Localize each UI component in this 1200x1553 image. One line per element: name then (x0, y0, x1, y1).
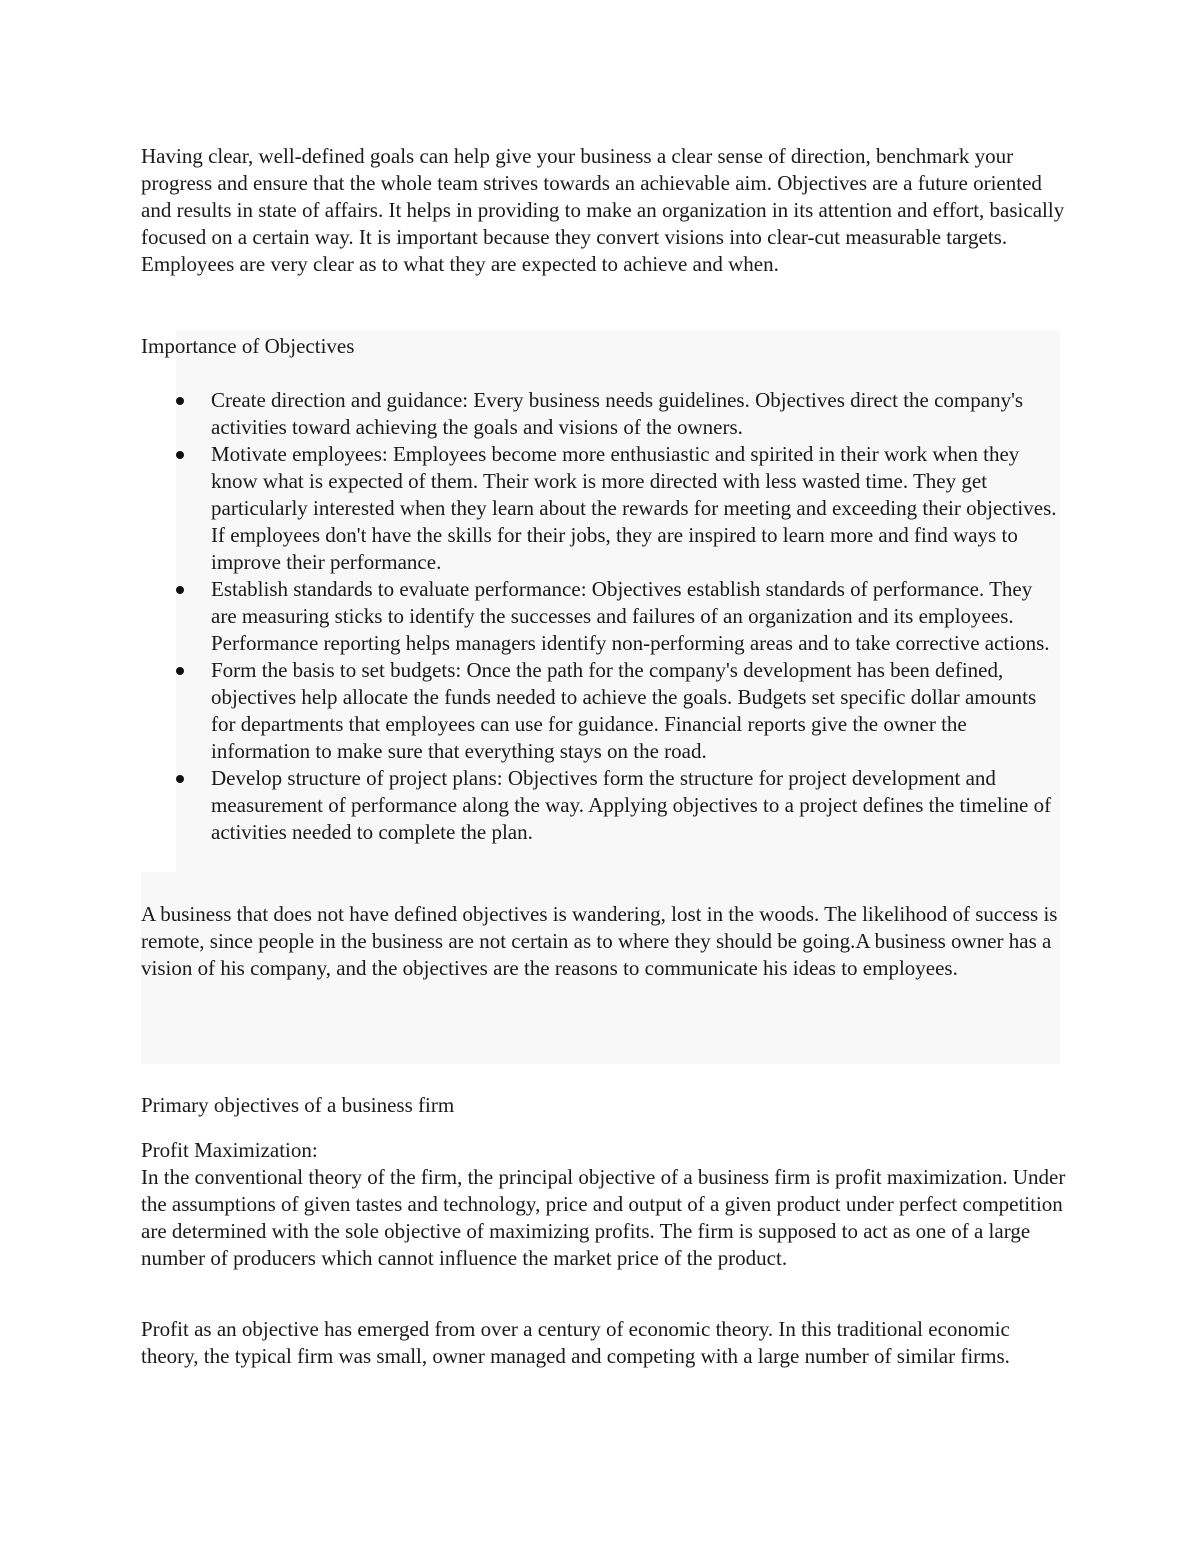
list-item (176, 387, 1062, 441)
bullet-icon (176, 451, 184, 459)
wandering-paragraph: A business that does not have defined objectives is wandering, lost in the woods. The likelihood of success is remote, since people in the business are not certain as to where they should be going.A business owner has a vision of his company, and the objectives are the reasons to communicate his ideas to employees. (141, 902, 1058, 980)
list-item-text: Create direction and guidance: Every business needs guidelines. Objectives direct the company's activities toward achieving the goals and visions of the owners. (211, 388, 1024, 439)
profit-maximization-paragraph: In the conventional theory of the firm, the principal objective of a business firm is profit maximization. Under the assumptions of given tastes and technology, price and output of a given product under perfect competition are determined with the sole objective of maximizing profits. The firm is supposed to act as one of a large number of producers which cannot influence the market price of the product. (141, 1165, 1066, 1270)
list-item-text: Develop structure of project plans: Objectives form the structure for project development and measurement of performance along the way. Applying objectives to a project defines the timeline of activities needed to complete the plan. (211, 766, 1052, 844)
bullet-icon (176, 667, 184, 675)
list-item (176, 765, 1062, 846)
profit-maximization-heading: Profit Maximization: (141, 1138, 318, 1162)
bullet-icon (176, 586, 184, 594)
bullet-icon (176, 775, 184, 783)
list-item (176, 441, 1062, 576)
list-item-text: Form the basis to set budgets: Once the path for the company's development has been defined, objectives help allocate the funds needed to achieve the goals. Budgets set specific dollar amounts for departments that employees can use for guidance. Financial reports give the owner the information to make sure that everything stays on the road. (211, 658, 1037, 763)
importance-heading: Importance of Objectives (141, 334, 355, 358)
list-item (176, 576, 1062, 657)
primary-objectives-heading: Primary objectives of a business firm (141, 1093, 455, 1117)
importance-list (176, 387, 1062, 846)
list-item-text: Motivate employees: Employees become more enthusiastic and spirited in their work when they know what is expected of them. Their work is more directed with less wasted time. They get particularly interested when they learn about the rewards for meeting and exceeding their objectives. If employees don't have the skills for their jobs, they are inspired to learn more and find ways to improve their performance. (211, 442, 1057, 574)
profit-objective-paragraph: Profit as an objective has emerged from over a century of economic theory. In this traditional economic theory, the typical firm was small, owner managed and competing with a large number of similar firms. (141, 1317, 1010, 1368)
intro-paragraph: Having clear, well-defined goals can help give your business a clear sense of direction, benchmark your progress and ensure that the whole team strives towards an achievable aim. Objectives are a future oriented and results in state of affairs. It helps in providing to make an organization in its attention and effort, basically focused on a certain way. It is important because they convert visions into clear-cut measurable targets. Employees are very clear as to what they are expected to achieve and when. (141, 144, 1065, 276)
bullet-icon (176, 397, 184, 405)
list-item-text: Establish standards to evaluate performance: Objectives establish standards of performance. They are measuring sticks to identify the successes and failures of an organization and its employees. Performance reporting helps managers identify non-performing areas and to take corrective actions. (211, 577, 1050, 655)
list-item (176, 657, 1062, 765)
